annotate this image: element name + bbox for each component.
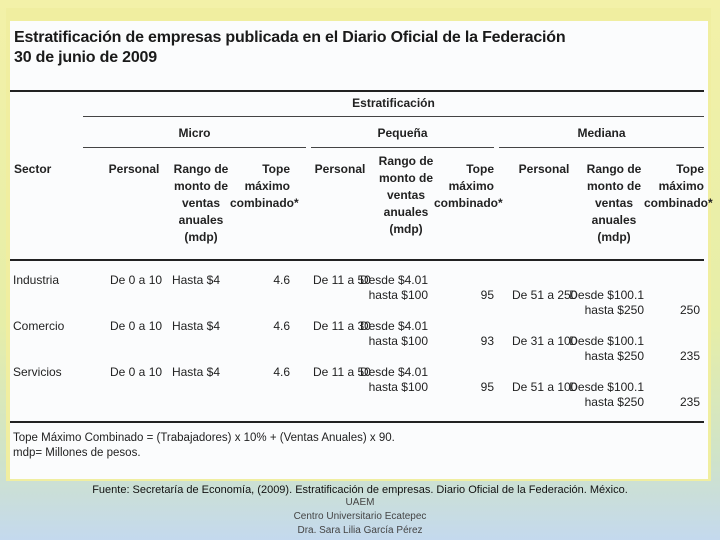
- footnote-tope-formula: Tope Máximo Combinado = (Trabajadores) x 10% + (Ventas Anuales) x 90.: [13, 432, 395, 444]
- rango-line: monto de: [587, 179, 641, 193]
- table-title-line2: 30 de junio de 2009: [14, 49, 157, 66]
- rango-line: hasta $250: [584, 395, 644, 409]
- rango-line: hasta $250: [584, 349, 644, 363]
- rango-line: Desde $100.1: [569, 380, 644, 394]
- row-servicios-micro-personal: De 0 a 10: [110, 365, 163, 379]
- rango-line: Rango de: [378, 154, 434, 168]
- row-industria-micro-personal: De 0 a 10: [110, 273, 163, 287]
- row-industria-mediana-personal: De 51 a 250: [512, 288, 578, 302]
- pequena-rango-header: [374, 153, 438, 238]
- mediana-personal-header: Personal: [518, 162, 570, 176]
- mediana-rango-header: [582, 161, 646, 246]
- row-industria-sector: Industria: [13, 273, 60, 287]
- group-header: Estratificación: [352, 96, 435, 110]
- row-comercio-micro-rango: Hasta $4: [171, 319, 220, 333]
- category-micro: Micro: [178, 126, 211, 140]
- mediana-tope-header: [644, 161, 713, 212]
- rango-line: monto de: [379, 171, 433, 185]
- rango-line: (mdp): [389, 222, 423, 236]
- row-comercio-mediana-personal: De 31 a 100: [512, 334, 578, 348]
- micro-tope-header: [230, 161, 299, 212]
- pequena-tope-header: [434, 161, 503, 212]
- rule-group: [83, 116, 704, 117]
- rango-line: Desde $4.01: [359, 319, 428, 333]
- credit-author: Dra. Sara Lilia García Pérez: [297, 525, 423, 536]
- tope-line: Tope: [676, 162, 704, 176]
- rango-line: ventas: [181, 196, 221, 210]
- tope-line: Tope: [466, 162, 494, 176]
- row-servicios-micro-rango: Hasta $4: [171, 365, 220, 379]
- row-servicios-micro-tope: 4.6: [273, 365, 290, 379]
- rango-line: ventas: [386, 188, 426, 202]
- rango-line: ventas: [594, 196, 634, 210]
- row-servicios-pequena-tope: 95: [480, 380, 494, 394]
- rule-micro: [83, 147, 306, 148]
- row-servicios-pequena-rango: [356, 365, 428, 395]
- rango-line: Desde $100.1: [569, 334, 644, 348]
- tope-line: máximo: [244, 179, 290, 193]
- table-title: [14, 28, 565, 68]
- tope-line: Tope: [262, 162, 290, 176]
- micro-personal-header: Personal: [108, 162, 160, 176]
- tope-line: máximo: [658, 179, 704, 193]
- rule-pequena: [311, 147, 494, 148]
- category-pequena: Pequeña: [377, 126, 428, 140]
- table-title-line1: Estratificación de empresas publicada en el Diario Oficial de la Federación: [14, 29, 566, 46]
- tope-line: combinado*: [434, 196, 503, 210]
- rule-header-bottom: [10, 259, 704, 261]
- tope-line: máximo: [448, 179, 494, 193]
- rango-line: anuales: [383, 205, 429, 219]
- row-industria-pequena-tope: 95: [480, 288, 494, 302]
- row-comercio-micro-tope: 4.6: [273, 319, 290, 333]
- tope-line: combinado*: [230, 196, 299, 210]
- rango-line: hasta $100: [368, 334, 428, 348]
- rango-line: (mdp): [184, 230, 218, 244]
- rango-line: Desde $4.01: [359, 273, 428, 287]
- row-servicios-mediana-rango: [560, 380, 644, 410]
- category-mediana: Mediana: [577, 126, 626, 140]
- tope-line: combinado*: [644, 196, 713, 210]
- rule-top: [10, 90, 704, 92]
- pequena-personal-header: Personal: [314, 162, 366, 176]
- credit-center: Centro Universitario Ecatepec: [293, 511, 427, 522]
- row-comercio-mediana-rango: [560, 334, 644, 364]
- row-comercio-sector: Comercio: [13, 319, 65, 333]
- rule-mediana: [499, 147, 704, 148]
- rango-line: hasta $250: [584, 303, 644, 317]
- row-servicios-sector: Servicios: [13, 365, 62, 379]
- rule-bottom: [10, 421, 704, 423]
- row-servicios-mediana-tope: 235: [679, 395, 700, 409]
- rango-line: Rango de: [586, 162, 642, 176]
- rango-line: anuales: [178, 213, 224, 227]
- sector-header: Sector: [14, 162, 52, 176]
- row-servicios-pequena-personal: De 11 a 50: [313, 365, 371, 379]
- rango-line: Rango de: [173, 162, 229, 176]
- stratification-table-image: [10, 21, 713, 479]
- row-comercio-pequena-personal: De 11 a 30: [313, 319, 371, 333]
- credit-institution: UAEM: [345, 497, 375, 508]
- row-industria-micro-rango: Hasta $4: [171, 273, 220, 287]
- rango-line: Desde $4.01: [359, 365, 428, 379]
- micro-rango-header: [170, 161, 232, 246]
- rango-line: Desde $100.1: [569, 288, 644, 302]
- row-industria-pequena-personal: De 11 a 50: [313, 273, 371, 287]
- row-comercio-pequena-rango: [356, 319, 428, 349]
- row-comercio-pequena-tope: 93: [480, 334, 494, 348]
- rango-line: hasta $100: [368, 380, 428, 394]
- footnote-mdp: mdp= Millones de pesos.: [13, 447, 141, 459]
- row-industria-mediana-tope: 250: [679, 303, 700, 317]
- rango-line: anuales: [591, 213, 637, 227]
- rango-line: (mdp): [597, 230, 631, 244]
- row-industria-pequena-rango: [356, 273, 428, 303]
- row-comercio-micro-personal: De 0 a 10: [110, 319, 163, 333]
- row-servicios-mediana-personal: De 51 a 100: [512, 380, 578, 394]
- row-industria-mediana-rango: [560, 288, 644, 318]
- row-industria-micro-tope: 4.6: [273, 273, 290, 287]
- rango-line: hasta $100: [368, 288, 428, 302]
- rango-line: monto de: [174, 179, 228, 193]
- row-comercio-mediana-tope: 235: [679, 349, 700, 363]
- source-citation: Fuente: Secretaría de Economía, (2009). Estratificación de empresas. Diario Oficial de la Federación. México.: [92, 484, 628, 496]
